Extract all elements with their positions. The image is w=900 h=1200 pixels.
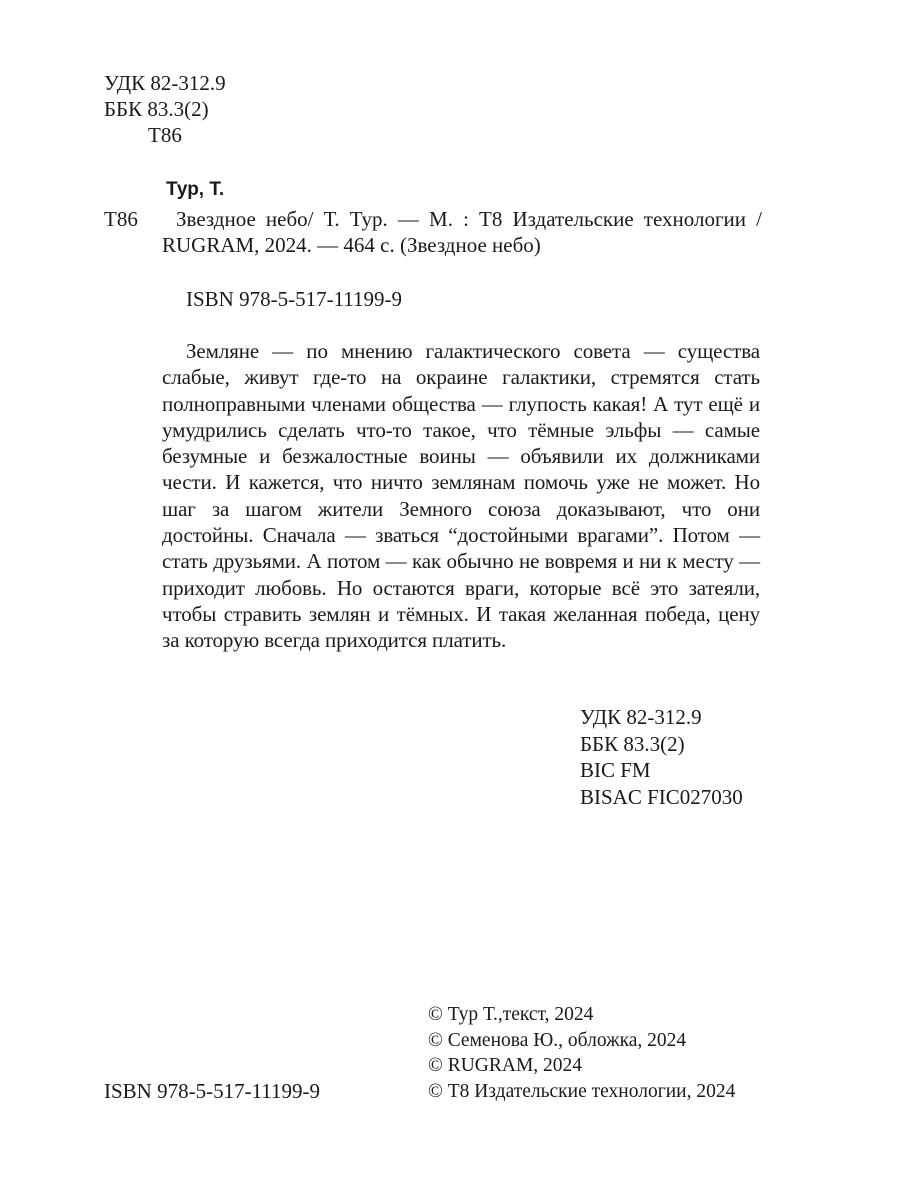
- copyright-block: [428, 1002, 735, 1104]
- copyright-line: © Семенова Ю., обложка, 2024: [428, 1029, 687, 1051]
- record-isbn: ISBN 978-5-517-11199-9: [186, 287, 403, 311]
- top-classification-codes: [104, 70, 226, 148]
- bbk-code: ББК 83.3(2): [580, 731, 685, 756]
- bisac-code: BISAC FIC027030: [580, 784, 743, 809]
- bic-code: BIC FM: [580, 758, 651, 782]
- right-classification-codes: [580, 704, 743, 810]
- copyright-line: © Тур Т.,текст, 2024: [428, 1004, 594, 1025]
- annotation-paragraph: Земляне — по мнению галактического совета — существа слабые, живут где-то на окраине галактики, стремятся стать полноправными членами общества — глупость какая! А тут ещё и умудрились сделать что-то такое, что тёмные эльфы — самые безумные и безжалостные воины — объявили их должниками чести. И кажется, что ничто землянам помочь уже не может. Но шаг за шагом жители Земного союза доказывают, что они достойны. Сначала — зваться “достойными врагами”. Потом — стать друзьями. А потом — как обычно не вовремя и ни к месту — приходит любовь. Но остаются враги, которые всё это затеяли, чтобы стравить землян и тёмных. И такая желанная победа, цену за которую всегда приходится платить.: [162, 339, 760, 653]
- bibliographic-line-2: RUGRAM, 2024. — 464 с. (Звездное небо): [162, 233, 541, 257]
- udk-code: УДК 82-312.9: [104, 71, 226, 95]
- copyright-line: © RUGRAM, 2024: [428, 1055, 583, 1076]
- author-mark: Т86: [148, 123, 182, 147]
- record-author-mark: Т86: [104, 207, 138, 231]
- footer-isbn: ISBN 978-5-517-11199-9: [104, 1079, 321, 1103]
- udk-code: УДК 82-312.9: [580, 705, 702, 729]
- bbk-code: ББК 83.3(2): [104, 97, 209, 121]
- bibliographic-line-1: Звездное небо/ Т. Тур. — М. : Т8 Издательские технологии /: [176, 207, 762, 231]
- bibliographic-description: [162, 206, 762, 258]
- copyright-line: © Т8 Издательские технологии, 2024: [428, 1080, 736, 1102]
- author-heading: Тур, Т.: [166, 179, 225, 200]
